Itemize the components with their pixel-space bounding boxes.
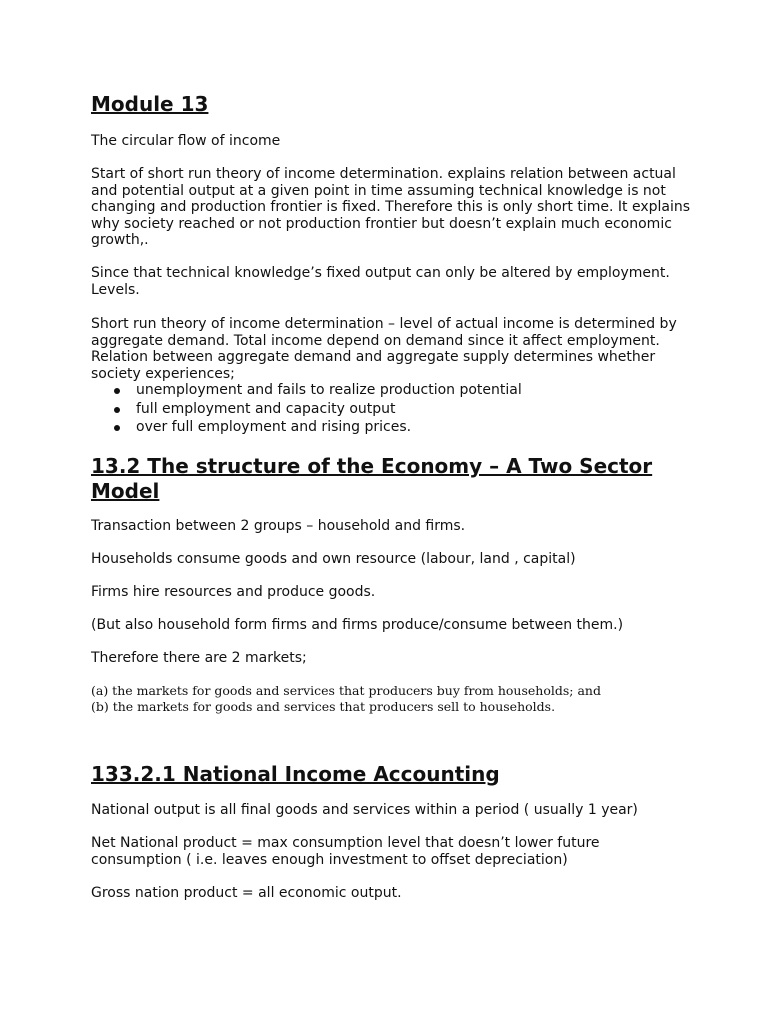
market-b: (b) the markets for goods and services that producers sell to households. xyxy=(91,699,556,714)
paragraph-transaction: Transaction between 2 groups – household and firms. xyxy=(91,518,466,534)
paragraph-net-national-product: Net National product = max consumption level that doesn’t lower future consumption ( i.e. leaves enough investment to offset depreciation) xyxy=(91,835,600,868)
paragraph-two-markets: Therefore there are 2 markets; xyxy=(91,650,307,666)
paragraph-short-run-intro: Start of short run theory of income determination. explains relation between actual and potential output at a given point in time assuming technical knowledge is not changing and production frontier is fixed. Therefore this is only short time. It explains why society reached or not production frontier but doesn’t explain much economic growth,. xyxy=(91,166,691,249)
paragraph-household-firms: (But also household form firms and firms produce/consume between them.) xyxy=(91,617,624,633)
paragraph-technical-knowledge: Since that technical knowledge’s fixed output can only be altered by employment. Levels. xyxy=(91,265,670,298)
section-heading-two-sector: 13.2 The structure of the Economy – A Two Sector Model xyxy=(91,454,653,503)
paragraph-short-run-theory: Short run theory of income determination – level of actual income is determined by aggregate demand. Total income depend on demand since it affect employment. Relation between aggregate demand and aggregate supply determines whether society experiences; xyxy=(91,316,677,382)
section-heading-national-income: 133.2.1 National Income Accounting xyxy=(91,762,500,786)
bullet-icon xyxy=(114,388,120,394)
paragraph-firms: Firms hire resources and produce goods. xyxy=(91,584,376,600)
paragraph-circular-flow: The circular flow of income xyxy=(91,133,281,149)
module-heading: Module 13 xyxy=(91,92,209,116)
list-item: unemployment and fails to realize production potential xyxy=(91,381,522,400)
paragraph-households: Households consume goods and own resource (labour, land , capital) xyxy=(91,551,576,567)
bullet-icon xyxy=(114,407,120,413)
market-a: (a) the markets for goods and services that producers buy from households; and xyxy=(91,683,601,698)
paragraph-national-output: National output is all final goods and services within a period ( usually 1 year) xyxy=(91,802,638,818)
bullet-icon xyxy=(114,425,120,431)
list-item: over full employment and rising prices. xyxy=(91,418,522,437)
experiences-list xyxy=(91,381,522,437)
paragraph-gross-national-product: Gross nation product = all economic output. xyxy=(91,885,402,901)
list-item: full employment and capacity output xyxy=(91,400,522,419)
